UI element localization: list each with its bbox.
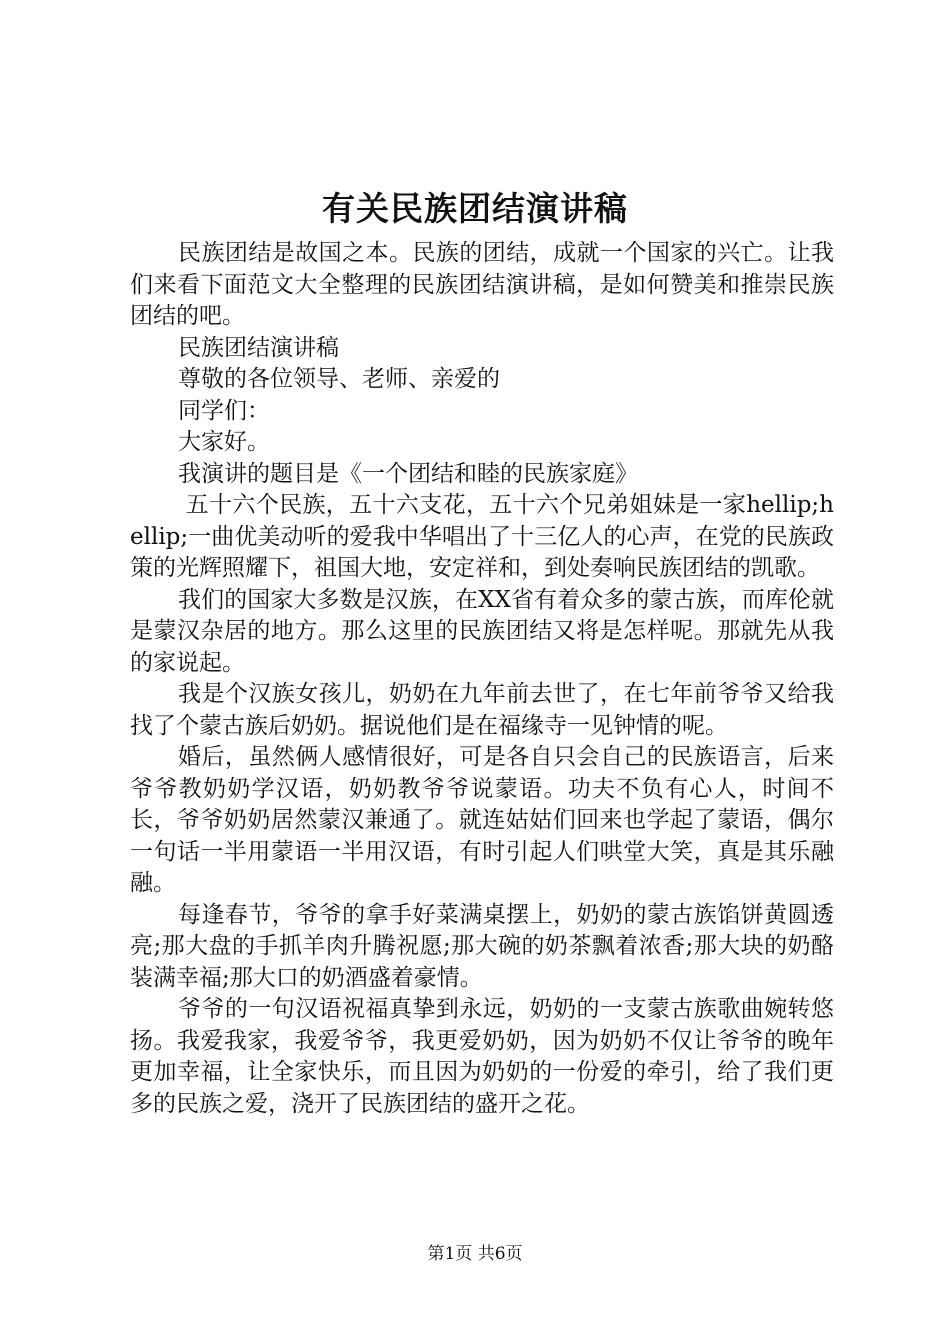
- paragraph-body: 每逢春节，爷爷的拿手好菜满桌摆上，奶奶的蒙古族馅饼黄圆透亮;那大盘的手抓羊肉升腾祝愿;那大碗的奶茶飘着浓香;那大块的奶酪装满幸福;那大口的奶酒盛着豪情。: [130, 901, 834, 991]
- paragraph-salutation-cont: 同学们：: [178, 397, 270, 424]
- paragraph-topic: 我演讲的题目是《一个团结和睦的民族家庭》: [178, 460, 638, 487]
- paragraph-heading: 民族团结演讲稿: [178, 334, 339, 361]
- paragraph-body: 五十六个民族，五十六支花，五十六个兄弟姐妹是一家hellip;hellip;一曲优美动听的爱我中华唱出了十三亿人的心声，在党的民族政策的光辉照耀下，祖国大地，安定祥和，到处奏响民族团结的凯歌。: [130, 492, 834, 581]
- paragraph-body: 我们的国家大多数是汉族，在XX省有着众多的蒙古族，而库伦就是蒙汉杂居的地方。那么这里的民族团结又将是怎样呢。那就先从我的家说起。: [130, 586, 834, 676]
- paragraph-body: 爷爷的一句汉语祝福真挚到永远，奶奶的一支蒙古族歌曲婉转悠扬。我爱我家，我爱爷爷，我更爱奶奶，因为奶奶不仅让爷爷的晚年更加幸福，让全家快乐，而且因为奶奶的一份爱的牵引，给了我们更多的民族之爱，浇开了民族团结的盛开之花。: [130, 996, 834, 1117]
- page-footer: 第1页 共6页: [427, 1244, 523, 1264]
- document-body: [130, 238, 834, 1120]
- paragraph-salutation: 尊敬的各位领导、老师、亲爱的: [178, 366, 500, 392]
- paragraph-body: 婚后，虽然俩人感情很好，可是各自只会自己的民族语言，后来爷爷教奶奶学汉语，奶奶教爷爷说蒙语。功夫不负有心人，时间不长，爷爷奶奶居然蒙汉兼通了。就连姑姑们回来也学起了蒙语，偶尔一句话一半用蒙语一半用汉语，有时引起人们哄堂大笑，真是其乐融融。: [130, 744, 834, 896]
- paragraph-greeting: 大家好。: [178, 429, 270, 455]
- paragraph-intro: 民族团结是故国之本。民族的团结，成就一个国家的兴亡。让我们来看下面范文大全整理的民族团结演讲稿，是如何赞美和推崇民族团结的吧。: [130, 240, 834, 329]
- document-title: 有关民族团结演讲稿: [322, 189, 628, 228]
- paragraph-body: 我是个汉族女孩儿，奶奶在九年前去世了，在七年前爷爷又给我找了个蒙古族后奶奶。据说他们是在福缘寺一见钟情的呢。: [130, 681, 834, 739]
